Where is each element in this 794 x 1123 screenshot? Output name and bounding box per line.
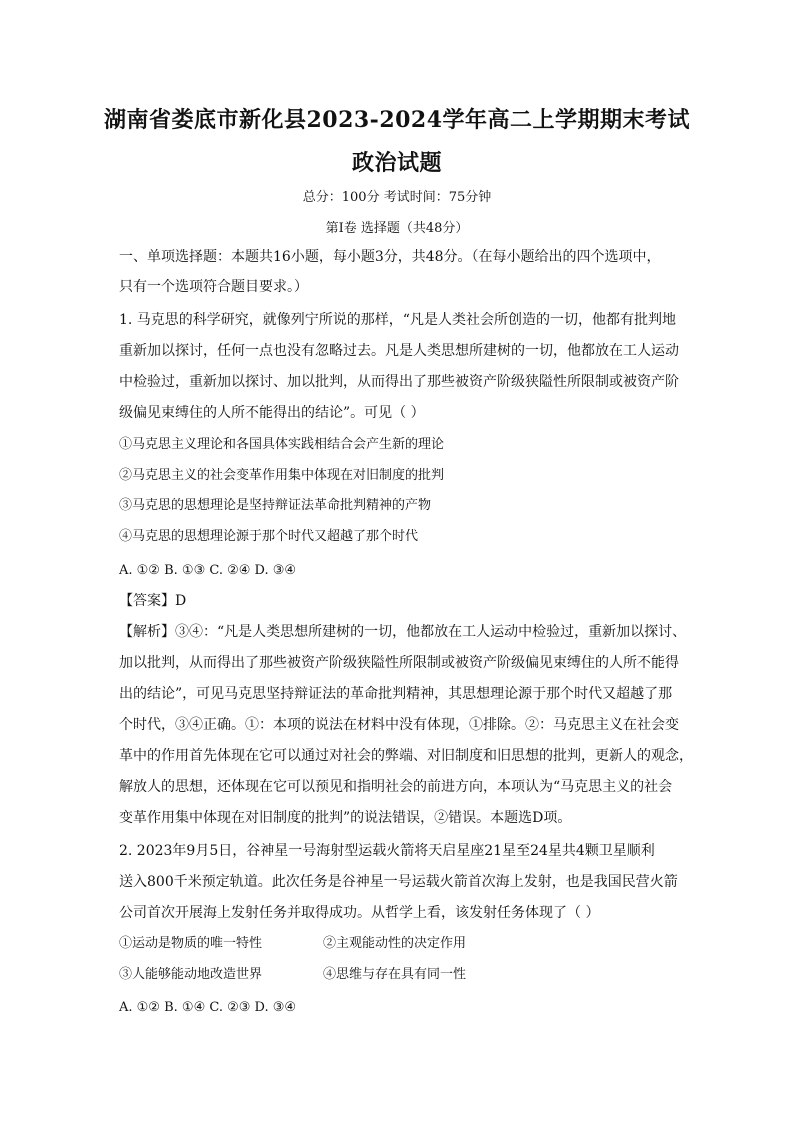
q1-stem-line: 重新加以探讨，任何一点也没有忽略过去。凡是人类思想所建树的一切，他都放在工人运动 <box>119 343 679 359</box>
q1-option: ②马克思主义的社会变革作用集中体现在对旧制度的批判 <box>119 468 445 483</box>
q2-stem-line: 送入800千米预定轨道。此次任务是谷神星一号运载火箭首次海上发射，也是我国民营火箭 <box>119 874 678 890</box>
q2-choices: A. ①② B. ①④ C. ②③ D. ③④ <box>119 1000 297 1015</box>
q1-stem-line: 级偏见束缚住的人所不能得出的结论”。可见（ ） <box>119 405 425 421</box>
section-heading: 第Ⅰ卷 选择题（共48分） <box>325 221 469 236</box>
q1-option: ④马克思的思想理论源于那个时代又超越了那个时代 <box>119 529 419 544</box>
q1-analysis-line: 【解析】③④：“凡是人类思想所建树的一切，他都放在工人运动中检验过，重新加以探讨、 <box>119 624 687 640</box>
q1-analysis-line: 个时代，③④正确。①：本项的说法在材料中没有体现，①排除。②：马克思主义在社会变 <box>119 717 679 733</box>
q1-analysis-line: 变革作用集中体现在对旧制度的批判”的说法错误，②错误。本题选D项。 <box>119 810 572 826</box>
exam-meta: 总分：100分 考试时间：75分钟 <box>302 190 492 205</box>
q2-option-row <box>119 965 679 985</box>
q1-option: ①马克思主义理论和各国具体实践相结合会产生新的理论 <box>119 437 445 452</box>
q1-choices: A. ①② B. ①③ C. ②④ D. ③④ <box>119 563 297 578</box>
exam-subtitle: 政治试题 <box>351 150 442 176</box>
instructions-line: 一、单项选择题：本题共16小题，每小题3分，共48分。（在每小题给出的四个选项中， <box>119 249 661 265</box>
q1-analysis-line: 出的结论”，可见马克思坚持辩证法的革命批判精神，其思想理论源于那个时代又超越了那 <box>119 686 673 702</box>
q2-stem-line: 公司首次开展海上发射任务并取得成功。从哲学上看，该发射任务体现了（ ） <box>119 905 600 921</box>
q1-stem-line: 中检验过，重新加以探讨、加以批判，从而得出了那些被资产阶级狭隘性所限制或被资产阶 <box>119 374 679 390</box>
q1-option: ③马克思的思想理论是坚持辩证法革命批判精神的产物 <box>119 498 432 513</box>
instructions-line: 只有一个选项符合题目要求。） <box>119 279 308 295</box>
q2-option: ③人能够能动地改造世界 <box>119 967 263 982</box>
q1-answer: 【答案】D <box>119 593 187 609</box>
q2-option: ①运动是物质的唯一特性 <box>119 936 263 951</box>
q1-analysis-line: 革中的作用首先体现在它可以通过对社会的弊端、对旧制度和旧思想的批判，更新人的观念， <box>119 748 693 764</box>
q1-stem-line: 1. 马克思的科学研究，就像列宁所说的那样，“凡是人类社会所创造的一切，他都有批判地 <box>119 312 676 328</box>
q2-stem-line: 2. 2023年9月5日，谷神星一号海射型运载火箭将天启星座21星至24星共4颗卫星顺利 <box>119 843 655 859</box>
q1-analysis-line: 加以批判，从而得出了那些被资产阶级狭隘性所限制或被资产阶级偏见束缚住的人所不能得 <box>119 655 679 671</box>
q2-option: ②主观能动性的决定作用 <box>323 936 467 951</box>
q2-option: ④思维与存在具有同一性 <box>323 967 467 982</box>
q2-option-row <box>119 934 679 954</box>
q1-analysis-line: 解放人的思想，还体现在它可以预见和指明社会的前进方向，本项认为“马克思主义的社会 <box>119 779 673 795</box>
exam-title: 湖南省娄底市新化县2023-2024学年高二上学期期末考试 <box>103 107 691 133</box>
